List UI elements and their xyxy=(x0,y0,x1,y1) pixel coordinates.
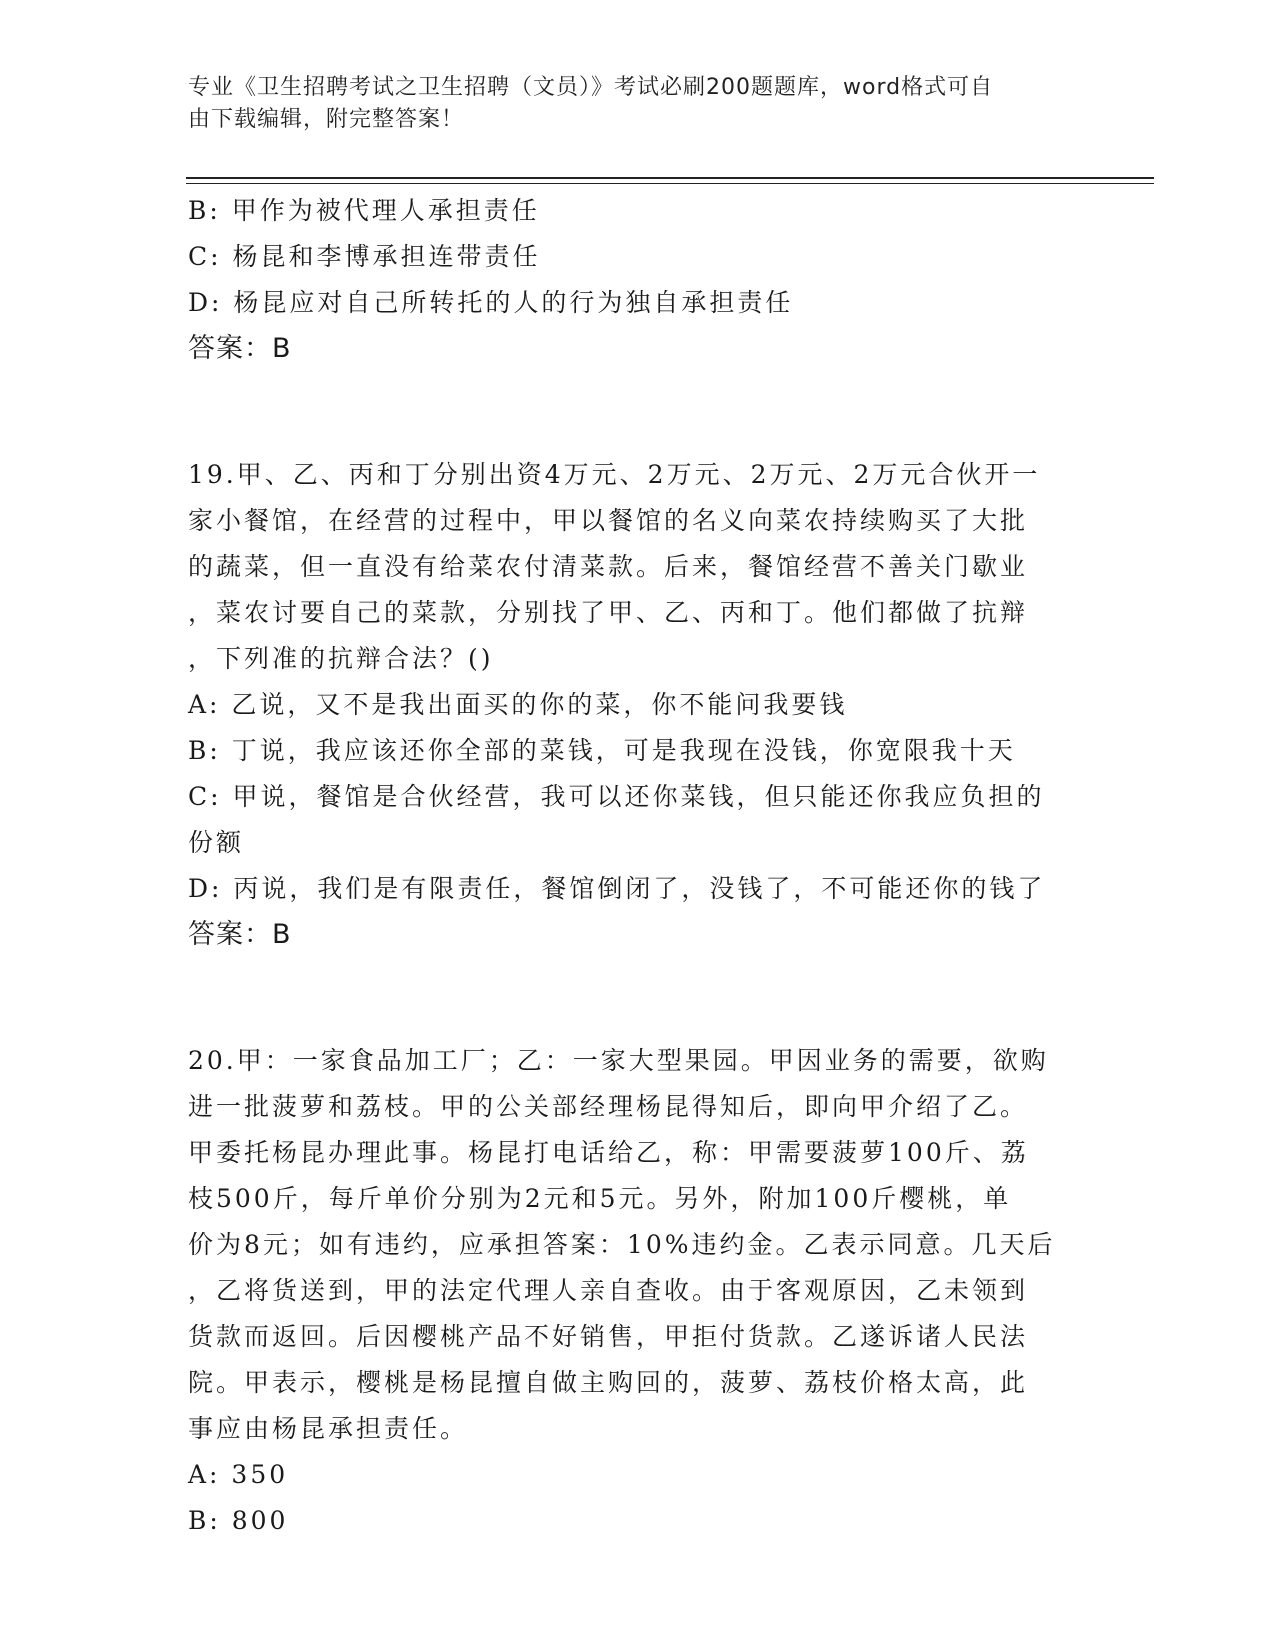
question-18-tail xyxy=(188,188,1088,372)
question-text-line: ，乙将货送到，甲的法定代理人亲自查收。由于客观原因，乙未领到 xyxy=(188,1276,1029,1305)
question-text-line: ，下列准的抗辩合法？() xyxy=(188,644,494,673)
option-d: D: 丙说，我们是有限责任，餐馆倒闭了，没钱了，不可能还你的钱了 xyxy=(188,874,1046,903)
option-c-continued: 份额 xyxy=(188,828,245,857)
question-text-line: 院。甲表示，樱桃是杨昆擅自做主购回的，菠萝、荔枝价格太高，此 xyxy=(188,1368,1029,1397)
question-text-line: 进一批菠萝和荔枝。甲的公关部经理杨昆得知后，即向甲介绍了乙。 xyxy=(188,1092,1029,1121)
option-a: A: 350 xyxy=(188,1460,289,1489)
question-text-line: 19.甲、乙、丙和丁分别出资4万元、2万元、2万元、2万元合伙开一 xyxy=(188,460,1041,489)
question-content xyxy=(188,188,1088,1544)
option-a: A: 乙说，又不是我出面买的你的菜，你不能问我要钱 xyxy=(188,690,848,719)
option-c: C: 杨昆和李博承担连带责任 xyxy=(188,242,541,271)
question-text-line: 家小餐馆，在经营的过程中，甲以餐馆的名义向菜农持续购买了大批 xyxy=(188,506,1029,535)
question-text-line: 甲委托杨昆办理此事。杨昆打电话给乙，称：甲需要菠萝100斤、荔 xyxy=(188,1138,1029,1167)
question-text-line: 20.甲：一家食品加工厂；乙：一家大型果园。甲因业务的需要，欲购 xyxy=(188,1046,1049,1075)
question-20 xyxy=(188,1038,1088,1544)
spacer xyxy=(188,372,1088,452)
header-line: 专业《卫生招聘考试之卫生招聘（文员）》考试必刷200题题库，word格式可自 xyxy=(188,75,994,100)
header-line: 由下载编辑，附完整答案！ xyxy=(188,107,465,132)
header-divider xyxy=(186,177,1154,179)
question-text-line: ，菜农讨要自己的菜款，分别找了甲、乙、丙和丁。他们都做了抗辩 xyxy=(188,598,1029,627)
question-text-line: 事应由杨昆承担责任。 xyxy=(188,1414,469,1443)
spacer xyxy=(188,958,1088,1038)
question-text-line: 价为8元；如有违约，应承担答案：10%违约金。乙表示同意。几天后 xyxy=(188,1230,1056,1259)
page-header xyxy=(188,72,1078,136)
option-b: B: 800 xyxy=(188,1506,289,1535)
option-c: C: 甲说，餐馆是合伙经营，我可以还你菜钱，但只能还你我应负担的 xyxy=(188,782,1045,811)
answer-label: 答案：B xyxy=(188,919,292,950)
answer-label: 答案：B xyxy=(188,333,292,364)
question-19 xyxy=(188,452,1088,958)
option-b: B: 丁说，我应该还你全部的菜钱，可是我现在没钱，你宽限我十天 xyxy=(188,736,1016,765)
header-divider-thin xyxy=(186,183,1154,184)
option-b: B: 甲作为被代理人承担责任 xyxy=(188,196,540,225)
option-d: D: 杨昆应对自己所转托的人的行为独自承担责任 xyxy=(188,288,794,317)
question-text-line: 的蔬菜，但一直没有给菜农付清菜款。后来，餐馆经营不善关门歇业 xyxy=(188,552,1029,581)
question-text-line: 枝500斤，每斤单价分别为2元和5元。另外，附加100斤樱桃，单 xyxy=(188,1184,1012,1213)
question-text-line: 货款而返回。后因樱桃产品不好销售，甲拒付货款。乙遂诉诸人民法 xyxy=(188,1322,1029,1351)
